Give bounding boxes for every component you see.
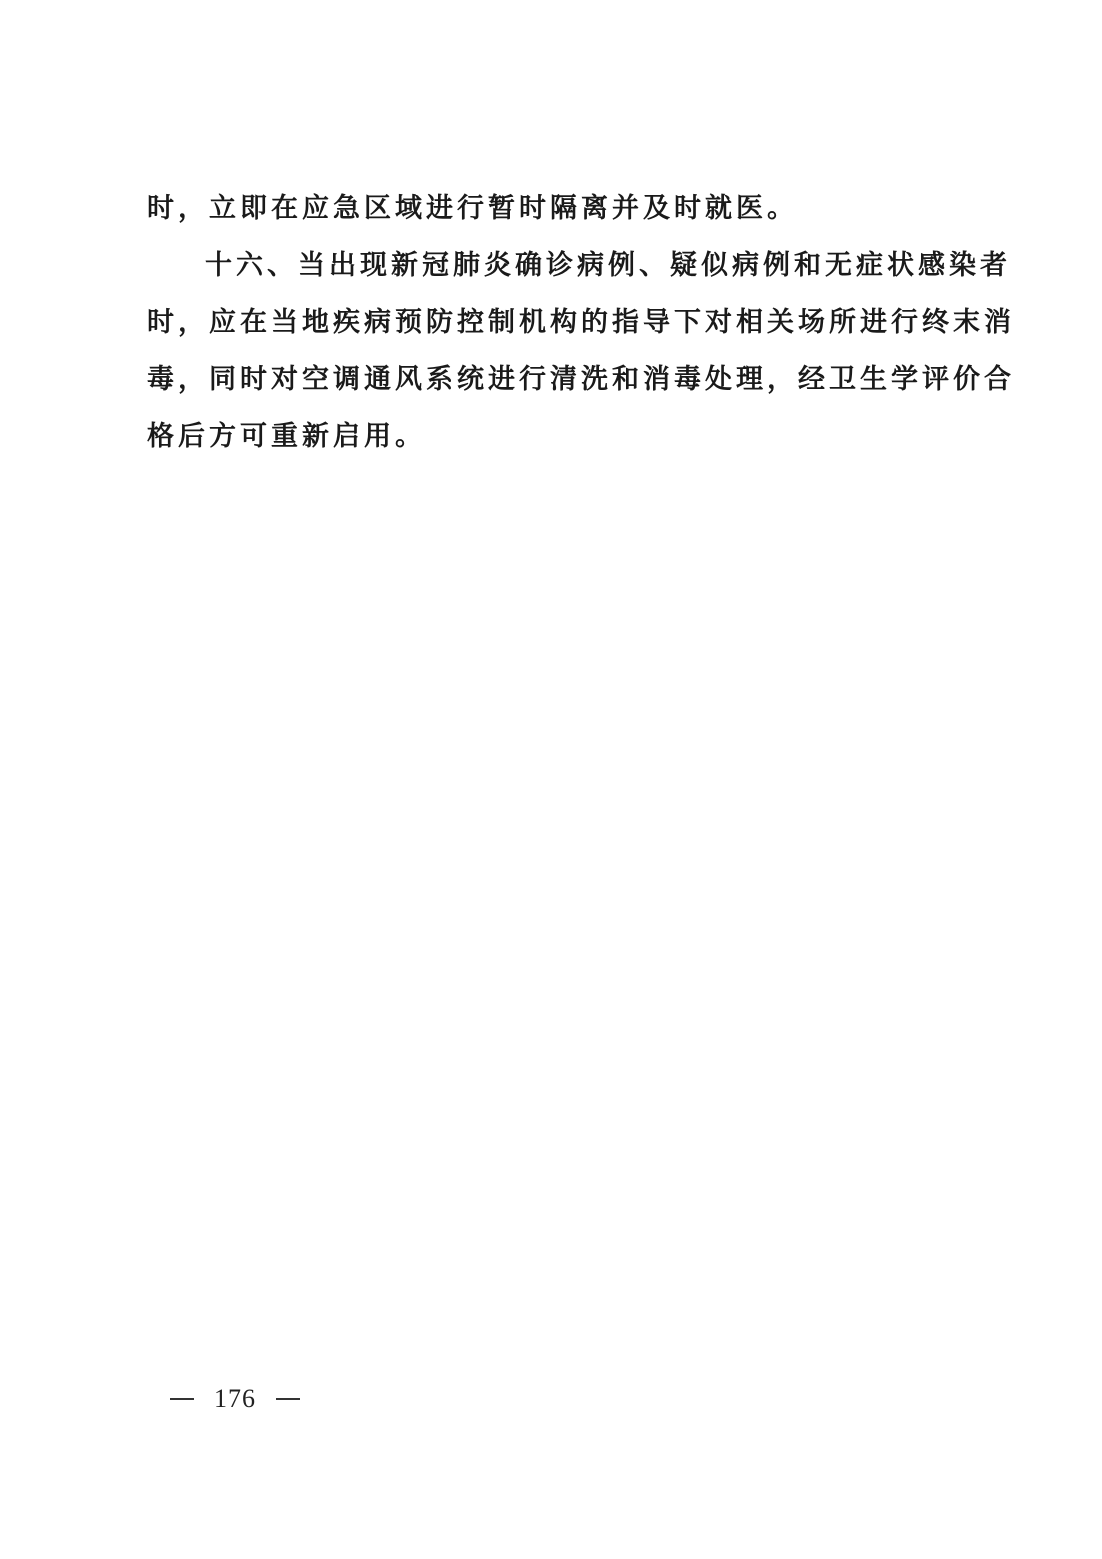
paragraph-16-line-2: 时，应在当地疾病预防控制机构的指导下对相关场所进行终末消 (147, 307, 1015, 338)
paragraph-continuation-line: 时，立即在应急区域进行暂时隔离并及时就医。 (147, 193, 798, 224)
page-footer (170, 1384, 300, 1414)
paragraph-16-line-1: 十六、当出现新冠肺炎确诊病例、疑似病例和无症状感染者 (205, 250, 1011, 281)
body-text (147, 180, 1015, 465)
footer-dash-left (170, 1398, 194, 1400)
paragraph-16-line-4: 格后方可重新启用。 (147, 421, 426, 452)
paragraph-16-line-3: 毒，同时对空调通风系统进行清洗和消毒处理，经卫生学评价合 (147, 364, 1015, 395)
page-number: 176 (214, 1384, 256, 1413)
footer-dash-right (276, 1398, 300, 1400)
